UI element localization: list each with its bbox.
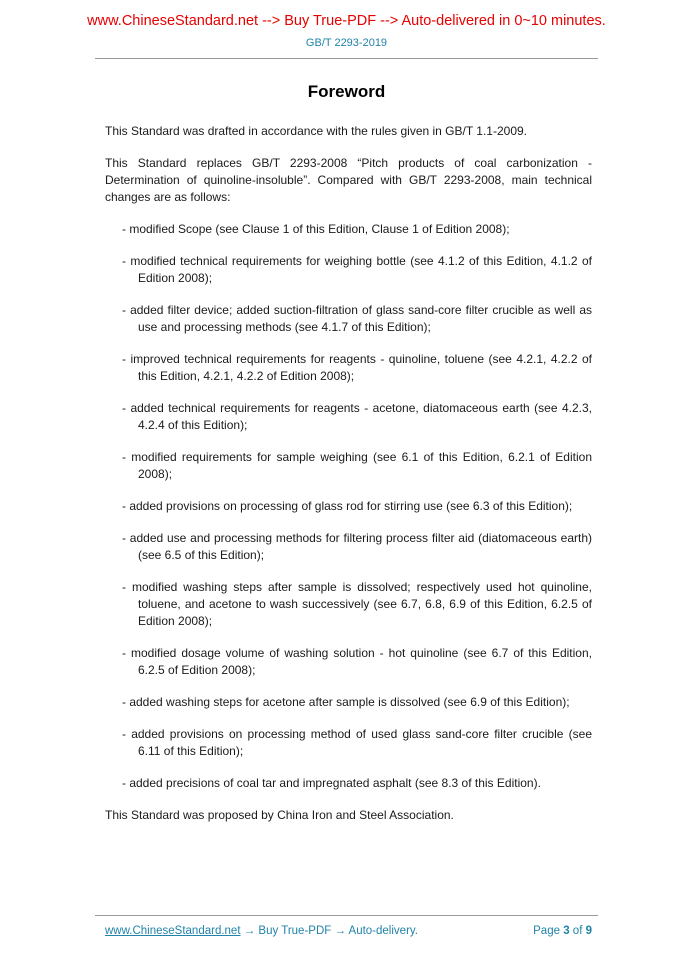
paragraph-intro-1: This Standard was drafted in accordance with the rules given in GB/T 1.1-2009. bbox=[105, 124, 528, 138]
paragraph-closing: This Standard was proposed by China Iron and Steel Association. bbox=[105, 808, 454, 822]
page-total: 9 bbox=[585, 925, 592, 937]
list-item: - added precisions of coal tar and impregnated asphalt (see 8.3 of this Edition). bbox=[122, 776, 541, 790]
list-item: - modified washing steps after sample is dissolved; respectively used hot quinoline, toluene, and acetone to wash successively (see 6.7, 6.8, 6.9 of this Edition, 6.2.5 of Edition 2008); bbox=[122, 580, 592, 628]
footer-promo-text: → Buy True-PDF → Auto-delivery. bbox=[240, 925, 418, 937]
header-divider bbox=[95, 58, 598, 59]
footer-divider bbox=[95, 915, 598, 916]
page-current: 3 bbox=[563, 925, 570, 937]
list-item: - added technical requirements for reagents - acetone, diatomaceous earth (see 4.2.3, 4.2.4 of this Edition); bbox=[122, 401, 592, 432]
paragraph-intro-2: This Standard replaces GB/T 2293-2008 “Pitch products of coal carbonization - Determination of quinoline-insoluble”. Compared with GB/T 2293-2008, main technical changes are as follows: bbox=[105, 156, 592, 204]
list-item: - modified requirements for sample weighing (see 6.1 of this Edition, 6.2.1 of Edition 2008); bbox=[122, 450, 592, 481]
list-item: - added use and processing methods for filtering process filter aid (diatomaceous earth) (see 6.5 of this Edition); bbox=[122, 531, 592, 562]
page-title: Foreword bbox=[307, 82, 386, 101]
list-item: - modified technical requirements for weighing bottle (see 4.1.2 of this Edition, 4.1.2 of Edition 2008); bbox=[122, 254, 592, 285]
list-item: - added provisions on processing of glass rod for stirring use (see 6.3 of this Edition); bbox=[122, 499, 573, 513]
footer-link[interactable]: www.ChineseStandard.net bbox=[105, 925, 241, 937]
list-item: - added filter device; added suction-filtration of glass sand-core filter crucible as well as use and processing methods (see 4.1.7 of this Edition); bbox=[122, 303, 592, 334]
list-item: - added provisions on processing method of used glass sand-core filter crucible (see 6.11 of this Edition); bbox=[122, 727, 592, 758]
page-indicator bbox=[533, 925, 592, 937]
list-item: - modified Scope (see Clause 1 of this Edition, Clause 1 of Edition 2008); bbox=[122, 222, 510, 236]
doc-code: GB/T 2293-2019 bbox=[305, 37, 388, 49]
footer bbox=[105, 925, 592, 937]
list-item: - modified dosage volume of washing solution - hot quinoline (see 6.7 of this Edition, 6.2.5 of Edition 2008); bbox=[122, 646, 592, 677]
of-label: of bbox=[572, 925, 583, 937]
document-body bbox=[105, 123, 592, 839]
list-item: - added washing steps for acetone after sample is dissolved (see 6.9 of this Edition); bbox=[122, 695, 570, 709]
page-label: Page bbox=[533, 925, 560, 937]
promo-banner: www.ChineseStandard.net --> Buy True-PDF --> Auto-delivered in 0~10 minutes. bbox=[87, 13, 606, 29]
list-item: - improved technical requirements for reagents - quinoline, toluene (see 4.2.1, 4.2.2 of this Edition, 4.2.1, 4.2.2 of Edition 2008); bbox=[122, 352, 592, 383]
footer-promo bbox=[105, 925, 418, 937]
changes-list bbox=[105, 221, 592, 792]
